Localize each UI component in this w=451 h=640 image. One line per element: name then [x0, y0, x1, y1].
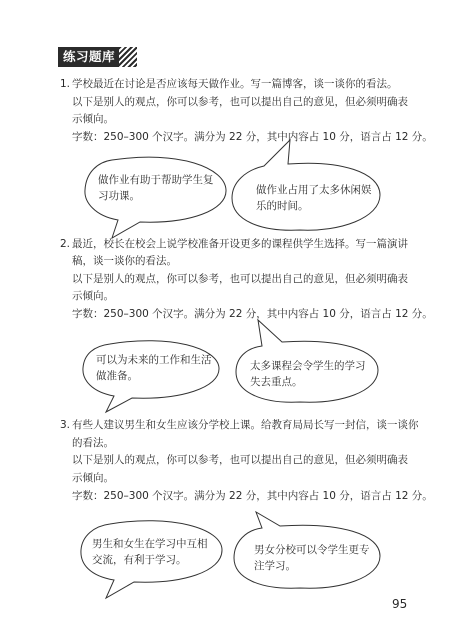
question-number: 3. [60, 419, 71, 431]
section-title: 练习题库 [58, 47, 119, 67]
opinion-text: 男女分校可以令学生更专 注学习。 [254, 544, 370, 572]
question-prompt-line: 的看法。 [72, 437, 114, 449]
instruction-line: 示倾向。 [72, 472, 114, 484]
instruction-line: 示倾向。 [72, 290, 114, 302]
instruction-line: 以下是别人的观点，你可以参考，也可以提出自己的意见，但必须明确表 [72, 273, 408, 285]
instruction-line: 以下是别人的观点，你可以参考，也可以提出自己的意见，但必须明确表 [72, 96, 408, 108]
question-number: 1. [60, 78, 71, 90]
question-prompt-line: 有些人建议男生和女生应该分学校上课。给教育局局长写一封信，谈一谈你 [72, 419, 419, 431]
word-count-requirement: 字数：250–300 个汉字。满分为 22 分，其中内容占 10 分，语言占 12 分。 [72, 131, 433, 143]
instruction-line: 示倾向。 [72, 113, 114, 125]
question-prompt-line: 学校最近在讨论是否应该每天做作业。写一篇博客，谈一谈你的看法。 [72, 78, 398, 90]
question-number: 2. [60, 238, 71, 250]
page-number: 95 [392, 597, 408, 611]
opinion-text: 男生和女生在学习中互相 交流，有利于学习。 [92, 538, 208, 566]
opinion-text: 做作业占用了太多休闲娱 乐的时间。 [256, 184, 372, 212]
opinion-text: 做作业有助于帮助学生复 习功课。 [98, 174, 214, 202]
instruction-line: 以下是别人的观点，你可以参考，也可以提出自己的意见，但必须明确表 [72, 454, 408, 466]
word-count-requirement: 字数：250–300 个汉字。满分为 22 分，其中内容占 10 分，语言占 12 分。 [72, 490, 433, 502]
question-prompt-line: 最近，校长在校会上说学校准备开设更多的课程供学生选择。写一篇演讲 [72, 238, 408, 250]
word-count-requirement: 字数：250–300 个汉字。满分为 22 分，其中内容占 10 分，语言占 12 分。 [72, 308, 433, 320]
opinion-text: 太多课程会令学生的学习 失去重点。 [250, 360, 366, 388]
opinion-text: 可以为未来的工作和生活 做准备。 [96, 354, 212, 382]
question-prompt-line: 稿，谈一谈你的看法。 [72, 255, 177, 267]
